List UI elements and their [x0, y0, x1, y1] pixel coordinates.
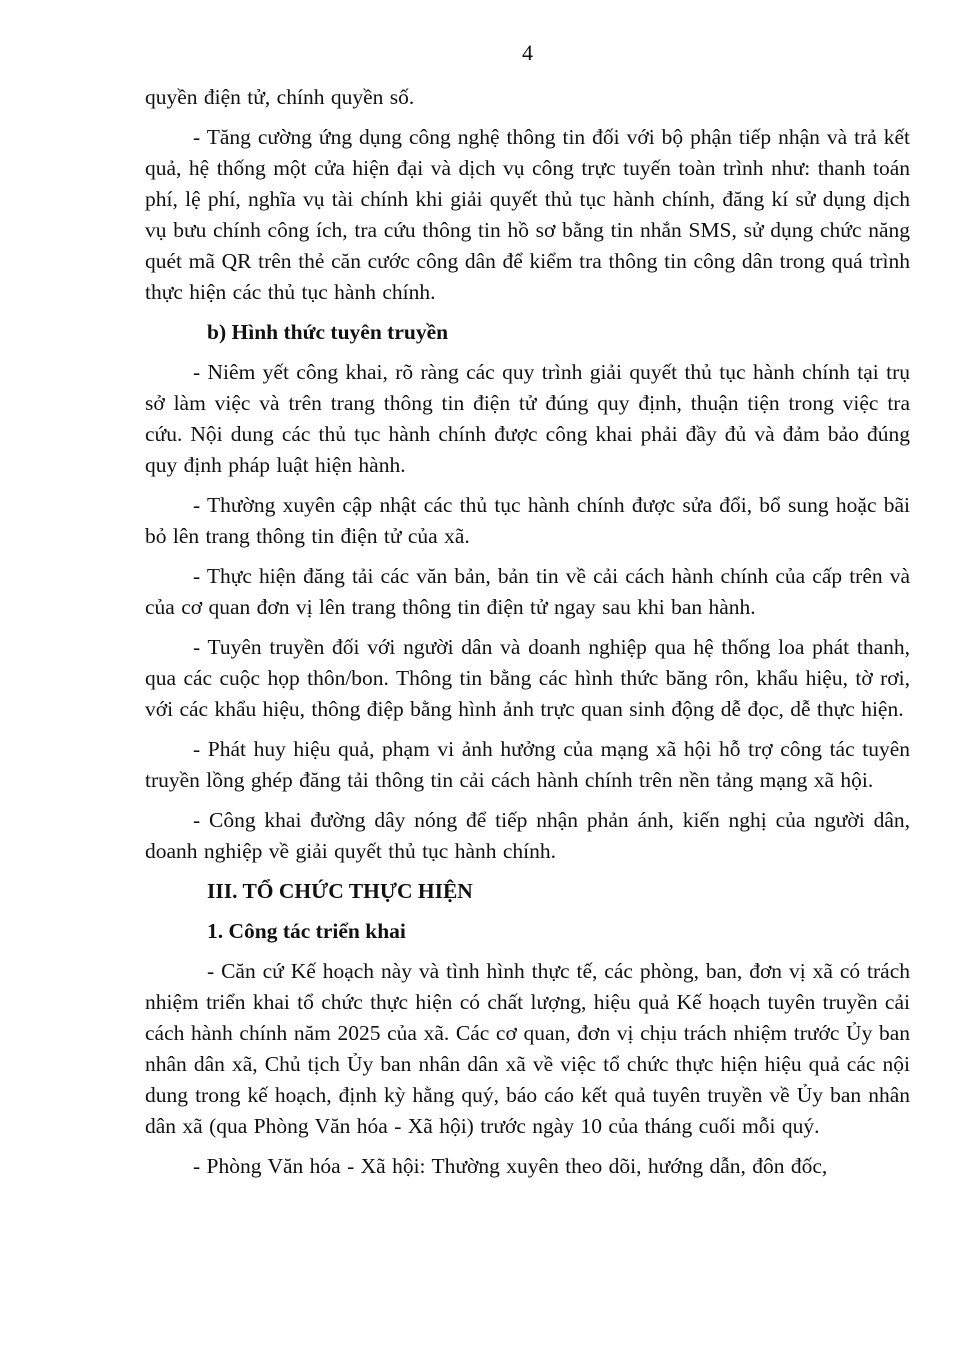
- section-heading-b-propaganda-forms: b) Hình thức tuyên truyền: [207, 320, 449, 344]
- paragraph-plan-basis: - Căn cứ Kế hoạch này và tình hình thực tế, các phòng, ban, đơn vị xã có trách nhiệm triển khai tổ chức thực hiện có chất lượng, hiệu quả Kế hoạch tuyên truyền cải cách hành chính năm 2025 của xã. Các cơ quan, đơn vị chịu trách nhiệm trước Ủy ban nhân dân xã, Chủ tịch Ủy ban nhân dân xã về việc tổ chức thực hiện hiệu quả các nội dung trong kế hoạch, định kỳ hằng quý, báo cáo kết quả tuyên truyền về Ủy ban nhân dân xã (qua Phòng Văn hóa - Xã hội) trước ngày 10 của tháng cuối mỗi quý.: [145, 959, 910, 1138]
- page-number: 4: [522, 40, 533, 65]
- paragraph-hotline: - Công khai đường dây nóng để tiếp nhận phản ánh, kiến nghị của người dân, doanh nghiệp về giải quyết thủ tục hành chính.: [145, 808, 910, 863]
- paragraph-continuation: quyền điện tử, chính quyền số.: [145, 85, 415, 109]
- section-heading-iii-implementation: III. TỔ CHỨC THỰC HIỆN: [207, 879, 473, 903]
- paragraph-loudspeaker-propaganda: - Tuyên truyền đối với người dân và doanh nghiệp qua hệ thống loa phát thanh, qua các cuộc họp thôn/bon. Thông tin bằng các hình thức băng rôn, khẩu hiệu, tờ rơi, với các khẩu hiệu, thông điệp bằng hình ảnh trực quan sinh động dễ đọc, dễ thực hiện.: [145, 635, 910, 721]
- paragraph-social-media: - Phát huy hiệu quả, phạm vi ảnh hưởng của mạng xã hội hỗ trợ công tác tuyên truyền lồng ghép đăng tải thông tin cải cách hành chính trên nền tảng mạng xã hội.: [145, 737, 910, 792]
- paragraph-it-application: - Tăng cường ứng dụng công nghệ thông tin đối với bộ phận tiếp nhận và trả kết quả, hệ thống một cửa hiện đại và dịch vụ công trực tuyến toàn trình như: thanh toán phí, lệ phí, nghĩa vụ tài chính khi giải quyết thủ tục hành chính, đăng kí sử dụng dịch vụ bưu chính công ích, tra cứu thông tin hồ sơ bằng tin nhắn SMS, sử dụng chức năng quét mã QR trên thẻ căn cước công dân để kiểm tra thông tin công dân trong quá trình thực hiện các thủ tục hành chính.: [145, 125, 910, 304]
- section-heading-1-deployment: 1. Công tác triển khai: [207, 919, 406, 943]
- document-body: [145, 82, 910, 1182]
- paragraph-procedure-updates: - Thường xuyên cập nhật các thủ tục hành chính được sửa đổi, bổ sung hoặc bãi bỏ lên trang thông tin điện tử của xã.: [145, 493, 910, 548]
- paragraph-culture-social-office: - Phòng Văn hóa - Xã hội: Thường xuyên theo dõi, hướng dẫn, đôn đốc,: [193, 1154, 828, 1178]
- paragraph-posting-documents: - Thực hiện đăng tải các văn bản, bản tin về cải cách hành chính của cấp trên và của cơ quan đơn vị lên trang thông tin điện tử ngay sau khi ban hành.: [145, 564, 910, 619]
- paragraph-public-listing: - Niêm yết công khai, rõ ràng các quy trình giải quyết thủ tục hành chính tại trụ sở làm việc và trên trang thông tin điện tử đúng quy định, thuận tiện trong việc tra cứu. Nội dung các thủ tục hành chính được công khai phải đầy đủ và đảm bảo đúng quy định pháp luật hiện hành.: [145, 360, 910, 477]
